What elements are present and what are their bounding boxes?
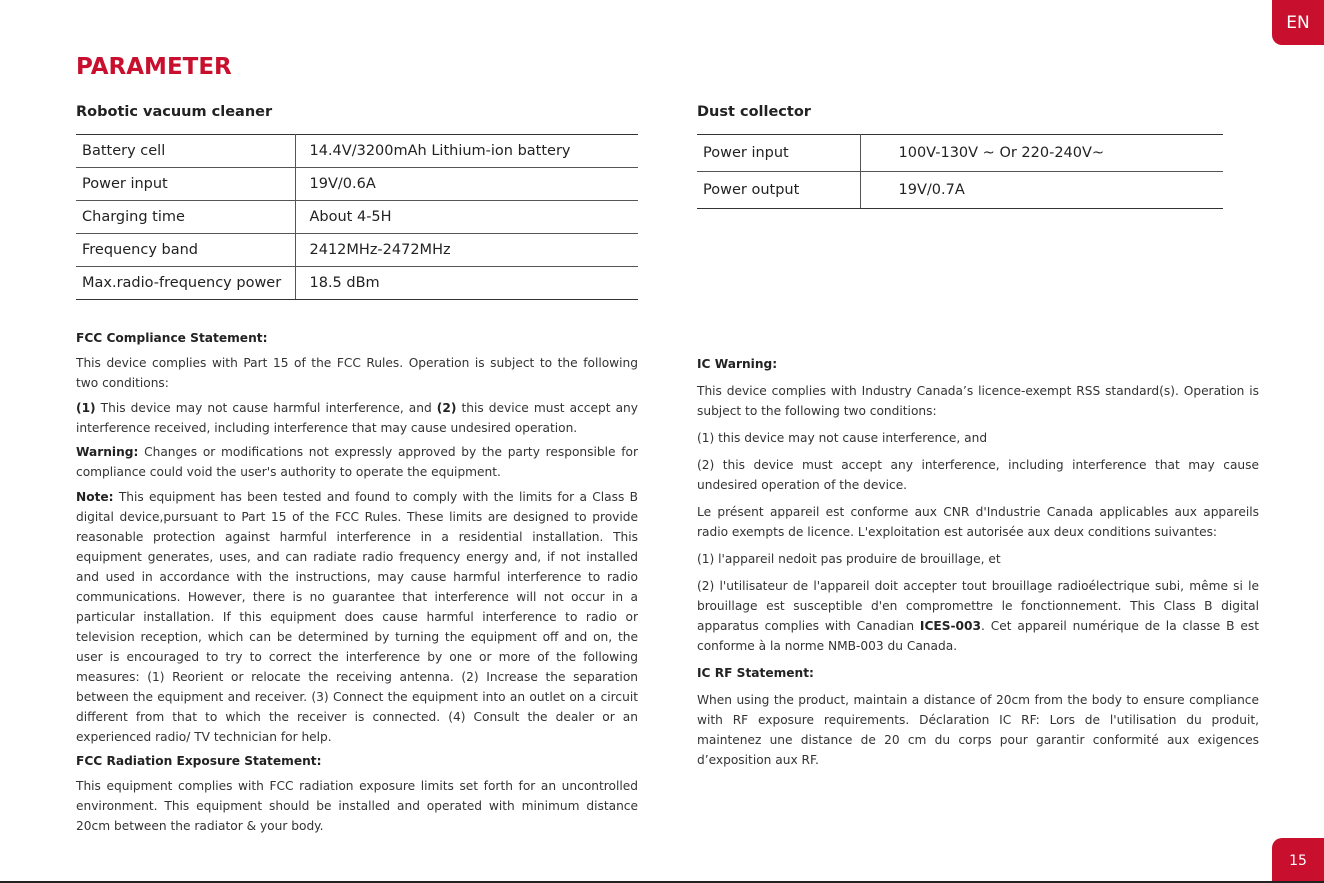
table-row (76, 267, 638, 300)
spec-key: Power output (697, 172, 860, 209)
dust-spec-table (697, 134, 1223, 209)
page-number: 15 (1289, 852, 1307, 869)
table-row (697, 135, 1223, 172)
spec-key: Power input (697, 135, 860, 172)
robot-table-heading: Robotic vacuum cleaner (76, 104, 273, 120)
dust-table-heading: Dust collector (697, 104, 811, 120)
spec-key: Battery cell (76, 135, 295, 168)
fcc-note (76, 487, 638, 747)
radiation-text: This equipment complies with FCC radiation exposure limits set forth for an uncontrolled environment. This equipment should be installed and operated with minimum distance 20cm between the radiator & your body. (76, 779, 638, 833)
cond2-label: (2) (436, 400, 457, 415)
spec-key: Frequency band (76, 234, 295, 267)
table-row (697, 172, 1223, 209)
language-tab (1272, 0, 1324, 45)
ic-paragraph: (1) this device may not cause interference, and (697, 431, 988, 445)
ic-rf-heading: IC RF Statement: (697, 666, 814, 680)
fcc-heading: FCC Compliance Statement: (76, 331, 268, 345)
warning-label: Warning: (76, 445, 139, 459)
cond1-label: (1) (76, 400, 96, 415)
fcc-conditions (76, 398, 638, 438)
spec-key: Charging time (76, 201, 295, 234)
fcc-section (76, 328, 638, 841)
language-label: EN (1286, 12, 1310, 33)
table-row (76, 135, 638, 168)
spec-value: 100V-130V ~ Or 220-240V~ (860, 135, 1223, 172)
note-label: Note: (76, 489, 114, 504)
radiation-heading: FCC Radiation Exposure Statement: (76, 754, 322, 768)
table-row (76, 168, 638, 201)
ic-p6-b: . Cet appareil numérique de la classe B est conforme à la norme NMB-003 du Canada. (697, 619, 1259, 653)
spec-value: 14.4V/3200mAh Lithium-ion battery (295, 135, 638, 168)
warning-text: Changes or modifications not expressly approved by the party responsible for compliance could void the user's authority to operate the equipment. (76, 445, 638, 479)
spec-value: 19V/0.6A (295, 168, 638, 201)
table-row (76, 201, 638, 234)
ic-p6-bold: ICES-003 (919, 619, 982, 633)
ic-paragraph (697, 576, 1259, 656)
spec-value: 18.5 dBm (295, 267, 638, 300)
spec-key: Max.radio-frequency power (76, 267, 295, 300)
ic-heading: IC Warning: (697, 357, 778, 371)
spec-value: 2412MHz-2472MHz (295, 234, 638, 267)
cond1-text: This device may not cause harmful interference, and (95, 400, 437, 415)
ic-rf-text: When using the product, maintain a distance of 20cm from the body to ensure compliance with RF exposure requirements. Déclaration IC RF: Lors de l'utilisation du produit, maintenez une distance de 20 cm du corps pour garantir conformité aux exigences d’exposition aux RF. (697, 693, 1259, 767)
cond2-text: this device must accept any interference received, including interference that may cause undesired operation. (76, 400, 638, 435)
spec-key: Power input (76, 168, 295, 201)
spec-value: 19V/0.7A (860, 172, 1223, 209)
fcc-intro: This device complies with Part 15 of the FCC Rules. Operation is subject to the following two conditions: (76, 356, 638, 390)
fcc-warning (76, 442, 638, 482)
spec-value: About 4-5H (295, 201, 638, 234)
ic-paragraph: (1) l'appareil nedoit pas produire de brouillage, et (697, 552, 1001, 566)
ic-paragraph: Le présent appareil est conforme aux CNR d'Industrie Canada applicables aux appareils radio exempts de licence. L'exploitation est autorisée aux deux conditions suivantes: (697, 505, 1259, 539)
ic-paragraph: This device complies with Industry Canada’s licence-exempt RSS standard(s). Operation is subject to the following two conditions: (697, 384, 1259, 418)
ic-p6-a: (2) l'utilisateur de l'appareil doit accepter tout brouillage radioélectrique subi, même si le brouillage est susceptible d'en compromettre le fonctionnement. This Class B digital apparatus complies with Canadian (697, 579, 1259, 633)
ic-paragraph: (2) this device must accept any interference, including interference that may cause undesired operation of the device. (697, 458, 1259, 492)
table-row (76, 234, 638, 267)
robot-spec-table (76, 134, 638, 300)
page-title: PARAMETER (76, 54, 232, 80)
page-number-tab (1272, 838, 1324, 883)
note-text: This equipment has been tested and found to comply with the limits for a Class B digital device,pursuant to Part 15 of the FCC Rules. These limits are designed to provide reasonable protection against harmful interference in a residential installation. This equipment generates, uses, and can radiate radio frequency energy and, if not installed and used in accordance with the instructions, may cause harmful interference to radio communications. However, there is no guarantee that interference will not occur in a particular installation. If this equipment does cause harmful interference to radio or television reception, which can be determined by turning the equipment off and on, the user is encouraged to try to correct the interference by one or more of the following measures: (1) Reorient or relocate the receiving antenna. (2) Increase the separation between the equipment and receiver. (3) Connect the equipment into an outlet on a circuit different from that to which the receiver is connected. (4) Consult the dealer or an experienced radio/ TV technician for help. (76, 489, 638, 744)
ic-section (697, 354, 1259, 777)
